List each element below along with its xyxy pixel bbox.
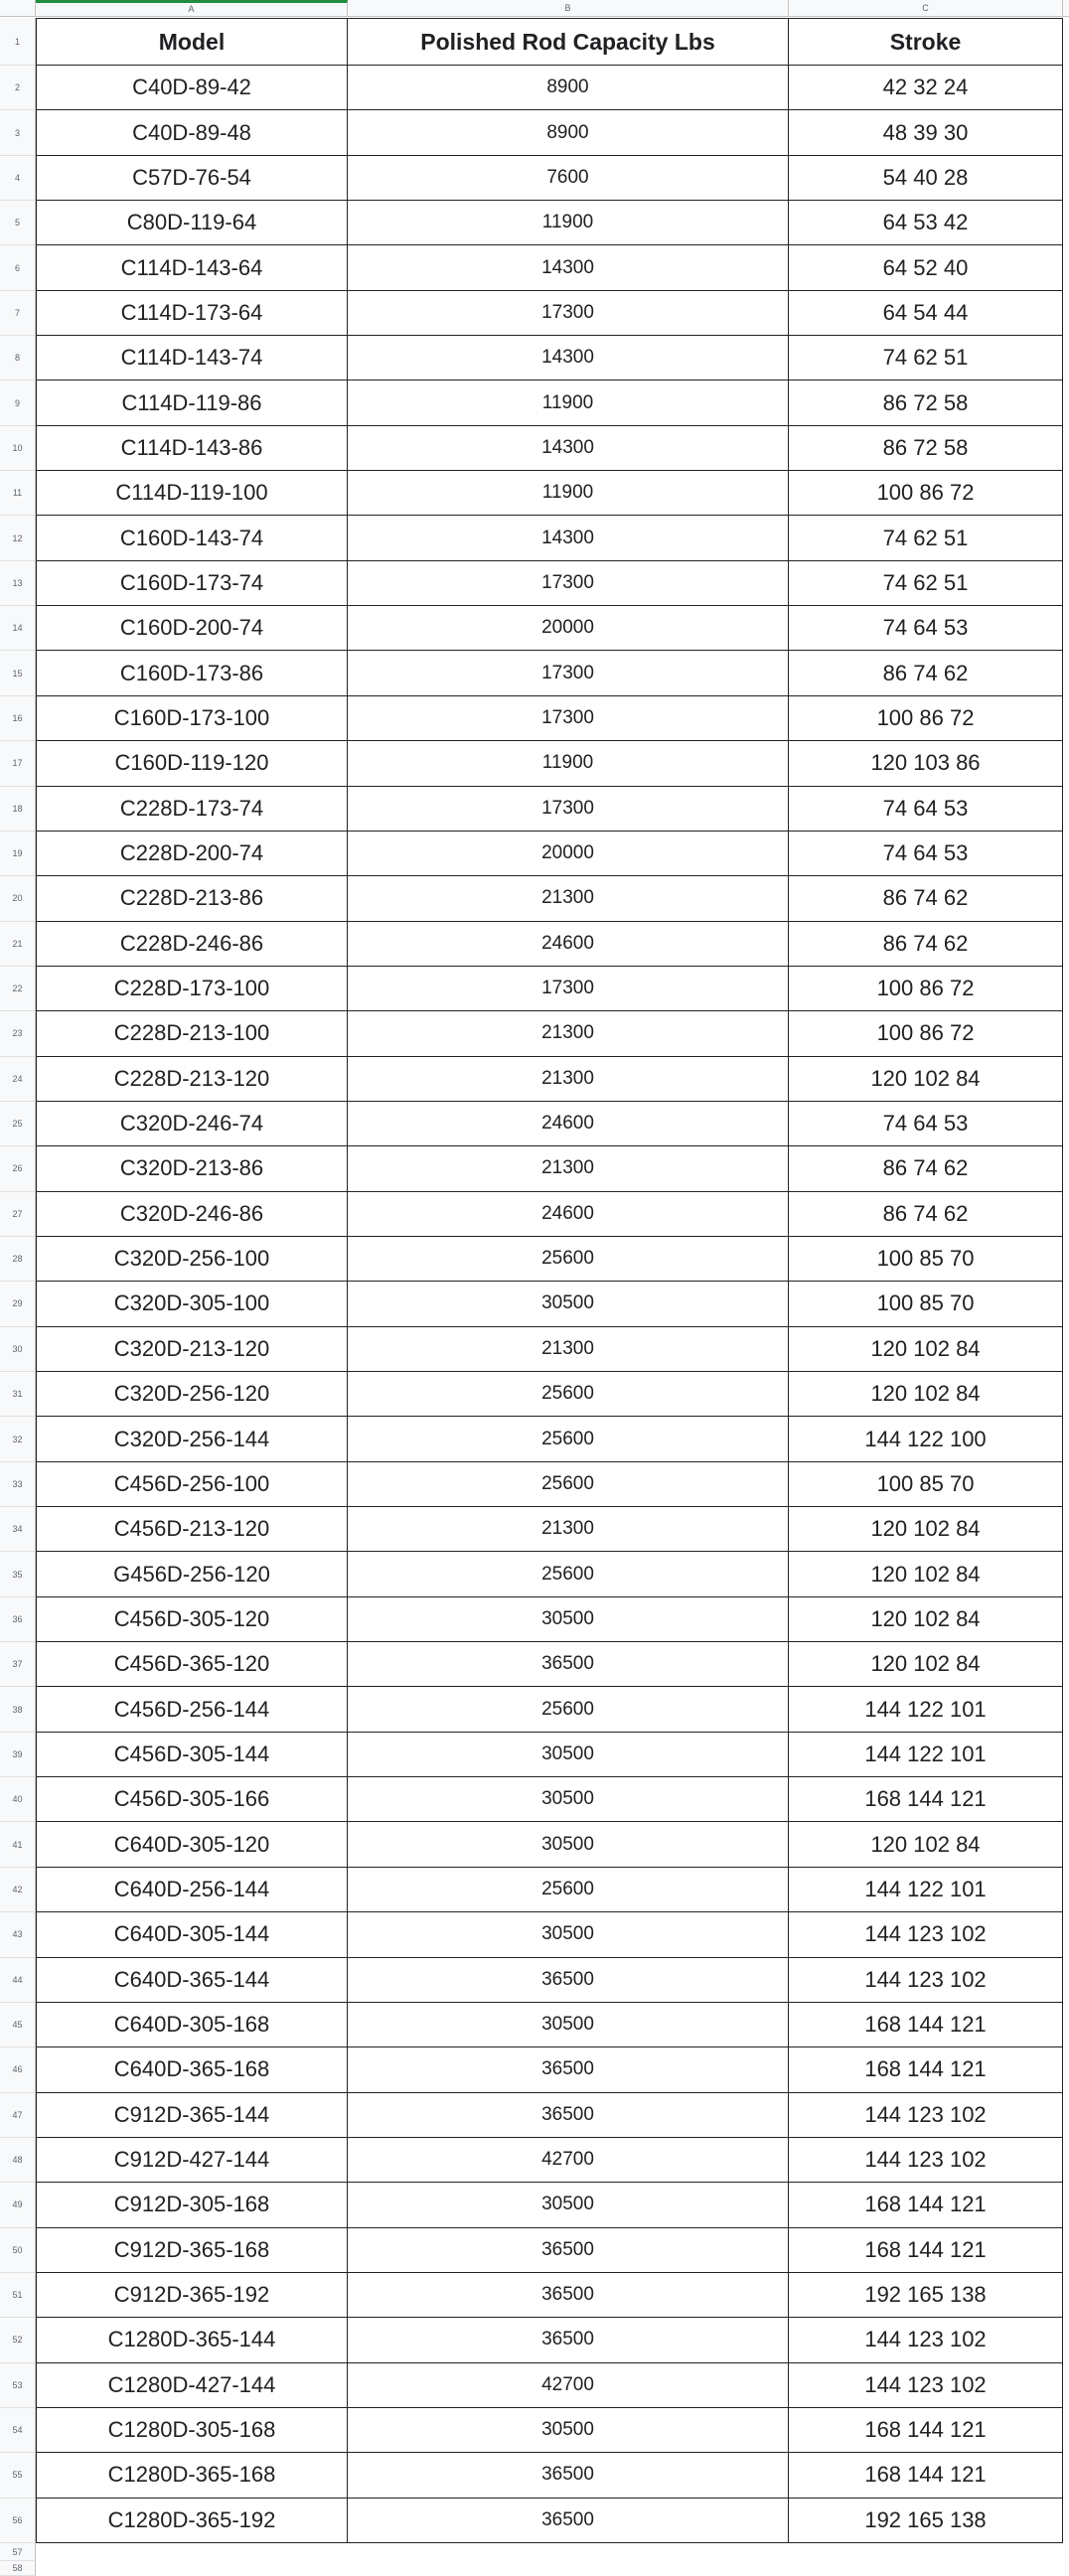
row-header[interactable]: 47 [0,2093,36,2138]
row-header[interactable]: 4 [0,156,36,201]
model-cell[interactable]: C1280D-365-192 [36,2499,348,2543]
row-header[interactable]: 30 [0,1327,36,1372]
row-header[interactable]: 23 [0,1011,36,1056]
model-cell[interactable]: C1280D-427-144 [36,2363,348,2408]
capacity-cell[interactable]: 36500 [348,2093,789,2138]
stroke-cell[interactable]: 48 39 30 [789,110,1063,155]
capacity-cell[interactable]: 36500 [348,2273,789,2318]
capacity-cell[interactable]: 24600 [348,922,789,967]
model-cell[interactable]: C456D-256-100 [36,1462,348,1507]
model-cell[interactable]: C320D-213-120 [36,1327,348,1372]
model-cell[interactable]: C320D-213-86 [36,1146,348,1191]
model-cell[interactable]: C912D-427-144 [36,2138,348,2183]
model-cell[interactable]: C320D-256-120 [36,1372,348,1417]
model-cell[interactable]: C456D-213-120 [36,1507,348,1552]
column-header-bar [0,0,1069,17]
capacity-cell[interactable]: 25600 [348,1868,789,1912]
header-model-cell[interactable]: Model [36,18,348,66]
row-header[interactable]: 49 [0,2183,36,2227]
row-header[interactable]: 40 [0,1777,36,1822]
capacity-cell[interactable]: 30500 [348,1777,789,1822]
stroke-cell[interactable]: 192 165 138 [789,2273,1063,2318]
row-header[interactable]: 36 [0,1597,36,1642]
capacity-cell[interactable]: 17300 [348,651,789,695]
stroke-cell[interactable]: 54 40 28 [789,156,1063,201]
capacity-cell[interactable]: 30500 [348,2183,789,2227]
stroke-cell[interactable]: 144 122 101 [789,1733,1063,1777]
stroke-cell[interactable]: 100 86 72 [789,1011,1063,1056]
row-header[interactable]: 14 [0,606,36,651]
stroke-cell[interactable]: 144 122 101 [789,1868,1063,1912]
stroke-cell[interactable]: 144 123 102 [789,2318,1063,2362]
capacity-cell[interactable]: 7600 [348,156,789,201]
model-cell[interactable]: C160D-173-100 [36,696,348,741]
stroke-cell[interactable]: 120 102 84 [789,1642,1063,1687]
capacity-cell[interactable]: 20000 [348,832,789,876]
model-cell[interactable]: C640D-305-120 [36,1822,348,1867]
stroke-cell[interactable]: 144 123 102 [789,2093,1063,2138]
capacity-cell[interactable]: 11900 [348,471,789,516]
stroke-cell[interactable]: 120 103 86 [789,741,1063,786]
model-cell[interactable]: C160D-200-74 [36,606,348,651]
row-header[interactable]: 50 [0,2228,36,2273]
capacity-cell[interactable]: 25600 [348,1552,789,1596]
row-header[interactable]: 28 [0,1237,36,1282]
model-cell[interactable]: C40D-89-42 [36,66,348,110]
column-header-a[interactable]: A [36,0,348,16]
row-header[interactable]: 37 [0,1642,36,1687]
model-cell[interactable]: C80D-119-64 [36,201,348,245]
model-cell[interactable]: C1280D-365-168 [36,2453,348,2498]
row-header[interactable]: 20 [0,876,36,921]
column-header-b[interactable]: B [348,0,789,16]
stroke-cell[interactable]: 64 54 44 [789,291,1063,336]
stroke-cell[interactable]: 120 102 84 [789,1597,1063,1642]
row-header[interactable]: 26 [0,1146,36,1191]
capacity-cell[interactable]: 8900 [348,66,789,110]
row-header[interactable]: 43 [0,1912,36,1957]
stroke-cell[interactable]: 192 165 138 [789,2499,1063,2543]
row-header[interactable]: 17 [0,741,36,786]
stroke-cell[interactable]: 100 86 72 [789,471,1063,516]
row-header[interactable]: 31 [0,1372,36,1417]
capacity-cell[interactable]: 36500 [348,2318,789,2362]
capacity-cell[interactable]: 17300 [348,561,789,606]
stroke-cell[interactable]: 74 62 51 [789,336,1063,380]
model-cell[interactable]: C228D-200-74 [36,832,348,876]
capacity-cell[interactable]: 21300 [348,1146,789,1191]
row-header[interactable]: 53 [0,2363,36,2408]
row-header[interactable]: 25 [0,1102,36,1146]
capacity-cell[interactable]: 36500 [348,2047,789,2092]
model-cell[interactable]: C228D-213-100 [36,1011,348,1056]
row-header[interactable]: 41 [0,1822,36,1867]
column-header-c[interactable]: C [789,0,1063,16]
model-cell[interactable]: C114D-143-86 [36,426,348,471]
stroke-cell[interactable]: 144 122 101 [789,1687,1063,1732]
row-header[interactable]: 8 [0,336,36,380]
capacity-cell[interactable]: 30500 [348,1282,789,1326]
stroke-cell[interactable]: 86 74 62 [789,1192,1063,1237]
stroke-cell[interactable]: 100 85 70 [789,1462,1063,1507]
model-cell[interactable]: C456D-365-120 [36,1642,348,1687]
stroke-cell[interactable]: 168 144 121 [789,2228,1063,2273]
row-header[interactable]: 16 [0,696,36,741]
row-header[interactable]: 33 [0,1462,36,1507]
model-cell[interactable]: C57D-76-54 [36,156,348,201]
model-cell[interactable]: C228D-213-86 [36,876,348,921]
capacity-cell[interactable]: 30500 [348,2003,789,2047]
capacity-cell[interactable]: 17300 [348,787,789,832]
model-cell[interactable]: C640D-305-168 [36,2003,348,2047]
capacity-cell[interactable]: 17300 [348,291,789,336]
row-header[interactable]: 32 [0,1417,36,1461]
model-cell[interactable]: C640D-305-144 [36,1912,348,1957]
row-header[interactable]: 10 [0,426,36,471]
row-header[interactable]: 13 [0,561,36,606]
stroke-cell[interactable]: 86 74 62 [789,922,1063,967]
model-cell[interactable]: C1280D-305-168 [36,2408,348,2453]
capacity-cell[interactable]: 8900 [348,110,789,155]
row-header[interactable]: 52 [0,2318,36,2362]
row-header[interactable]: 22 [0,967,36,1011]
stroke-cell[interactable]: 168 144 121 [789,2453,1063,2498]
capacity-cell[interactable]: 36500 [348,2453,789,2498]
row-header[interactable]: 15 [0,651,36,695]
capacity-cell[interactable]: 30500 [348,1733,789,1777]
row-header[interactable]: 44 [0,1958,36,2003]
capacity-cell[interactable]: 17300 [348,696,789,741]
row-header[interactable]: 27 [0,1192,36,1237]
stroke-cell[interactable]: 74 62 51 [789,516,1063,560]
model-cell[interactable]: C320D-256-144 [36,1417,348,1461]
model-cell[interactable]: C228D-173-74 [36,787,348,832]
model-cell[interactable]: C114D-143-64 [36,245,348,290]
stroke-cell[interactable]: 86 74 62 [789,651,1063,695]
stroke-cell[interactable]: 42 32 24 [789,66,1063,110]
stroke-cell[interactable]: 100 85 70 [789,1237,1063,1282]
capacity-cell[interactable]: 30500 [348,1912,789,1957]
row-header[interactable]: 58 [0,2561,36,2576]
model-cell[interactable]: C320D-305-100 [36,1282,348,1326]
stroke-cell[interactable]: 74 64 53 [789,606,1063,651]
row-header[interactable]: 46 [0,2047,36,2092]
capacity-cell[interactable]: 14300 [348,516,789,560]
model-cell[interactable]: C114D-173-64 [36,291,348,336]
model-cell[interactable]: C114D-119-86 [36,380,348,425]
model-cell[interactable]: C912D-365-168 [36,2228,348,2273]
stroke-cell[interactable]: 86 72 58 [789,426,1063,471]
model-cell[interactable]: C456D-305-144 [36,1733,348,1777]
capacity-cell[interactable]: 14300 [348,336,789,380]
row-header[interactable]: 56 [0,2499,36,2543]
capacity-cell[interactable]: 11900 [348,380,789,425]
model-cell[interactable]: C160D-119-120 [36,741,348,786]
capacity-cell[interactable]: 36500 [348,2499,789,2543]
stroke-cell[interactable]: 168 144 121 [789,2183,1063,2227]
row-header[interactable]: 24 [0,1057,36,1102]
stroke-cell[interactable]: 100 85 70 [789,1282,1063,1326]
row-header[interactable]: 35 [0,1552,36,1596]
model-cell[interactable]: C40D-89-48 [36,110,348,155]
stroke-cell[interactable]: 74 64 53 [789,1102,1063,1146]
row-header[interactable]: 11 [0,471,36,516]
stroke-cell[interactable]: 144 123 102 [789,2138,1063,2183]
capacity-cell[interactable]: 20000 [348,606,789,651]
capacity-cell[interactable]: 11900 [348,201,789,245]
stroke-cell[interactable]: 64 52 40 [789,245,1063,290]
row-header[interactable]: 7 [0,291,36,336]
capacity-cell[interactable]: 36500 [348,2228,789,2273]
row-header[interactable]: 57 [0,2543,36,2561]
model-cell[interactable]: C640D-256-144 [36,1868,348,1912]
row-header[interactable]: 45 [0,2003,36,2047]
row-header[interactable]: 39 [0,1733,36,1777]
stroke-cell[interactable]: 120 102 84 [789,1507,1063,1552]
row-header[interactable]: 54 [0,2408,36,2453]
capacity-cell[interactable]: 21300 [348,1507,789,1552]
stroke-cell[interactable]: 144 123 102 [789,1958,1063,2003]
stroke-cell[interactable]: 74 62 51 [789,561,1063,606]
model-cell[interactable]: C160D-173-86 [36,651,348,695]
capacity-cell[interactable]: 24600 [348,1102,789,1146]
capacity-cell[interactable]: 21300 [348,1327,789,1372]
capacity-cell[interactable]: 25600 [348,1417,789,1461]
row-header[interactable]: 19 [0,832,36,876]
row-header[interactable]: 12 [0,516,36,560]
model-cell[interactable]: C640D-365-144 [36,1958,348,2003]
stroke-cell[interactable]: 120 102 84 [789,1372,1063,1417]
model-cell[interactable]: C160D-143-74 [36,516,348,560]
row-header[interactable]: 18 [0,787,36,832]
row-header[interactable]: 34 [0,1507,36,1552]
row-header[interactable]: 9 [0,380,36,425]
stroke-cell[interactable]: 86 72 58 [789,380,1063,425]
stroke-cell[interactable]: 120 102 84 [789,1552,1063,1596]
stroke-cell[interactable]: 168 144 121 [789,2003,1063,2047]
capacity-cell[interactable]: 17300 [348,967,789,1011]
stroke-cell[interactable]: 120 102 84 [789,1822,1063,1867]
model-cell[interactable]: C456D-305-120 [36,1597,348,1642]
header-capacity-cell[interactable]: Polished Rod Capacity Lbs [348,18,789,66]
model-cell[interactable]: C912D-365-192 [36,2273,348,2318]
stroke-cell[interactable]: 100 86 72 [789,696,1063,741]
row-header[interactable]: 29 [0,1282,36,1326]
model-cell[interactable]: C114D-143-74 [36,336,348,380]
stroke-cell[interactable]: 120 102 84 [789,1327,1063,1372]
model-cell[interactable]: C912D-305-168 [36,2183,348,2227]
capacity-cell[interactable]: 25600 [348,1462,789,1507]
capacity-cell[interactable]: 25600 [348,1237,789,1282]
stroke-cell[interactable]: 168 144 121 [789,2047,1063,2092]
stroke-cell[interactable]: 144 123 102 [789,1912,1063,1957]
model-cell[interactable]: C114D-119-100 [36,471,348,516]
model-cell[interactable]: C228D-173-100 [36,967,348,1011]
stroke-cell[interactable]: 120 102 84 [789,1057,1063,1102]
row-header[interactable]: 48 [0,2138,36,2183]
row-header[interactable]: 2 [0,66,36,110]
header-stroke-cell[interactable]: Stroke [789,18,1063,66]
capacity-cell[interactable]: 36500 [348,1958,789,2003]
row-header[interactable]: 51 [0,2273,36,2318]
capacity-cell[interactable]: 21300 [348,1011,789,1056]
model-cell[interactable]: C1280D-365-144 [36,2318,348,2362]
model-cell[interactable]: C228D-246-86 [36,922,348,967]
stroke-cell[interactable]: 100 86 72 [789,967,1063,1011]
stroke-cell[interactable]: 144 122 100 [789,1417,1063,1461]
capacity-cell[interactable]: 25600 [348,1372,789,1417]
row-header[interactable]: 6 [0,245,36,290]
model-cell[interactable]: G456D-256-120 [36,1552,348,1596]
stroke-cell[interactable]: 144 123 102 [789,2363,1063,2408]
stroke-cell[interactable]: 86 74 62 [789,1146,1063,1191]
select-all-corner[interactable] [0,0,36,16]
capacity-cell[interactable]: 14300 [348,245,789,290]
stroke-cell[interactable]: 168 144 121 [789,2408,1063,2453]
capacity-cell[interactable]: 30500 [348,2408,789,2453]
stroke-cell[interactable]: 64 53 42 [789,201,1063,245]
model-cell[interactable]: C320D-246-74 [36,1102,348,1146]
row-header[interactable]: 42 [0,1868,36,1912]
model-cell[interactable]: C160D-173-74 [36,561,348,606]
capacity-cell[interactable]: 21300 [348,1057,789,1102]
stroke-cell[interactable]: 86 74 62 [789,876,1063,921]
capacity-cell[interactable]: 25600 [348,1687,789,1732]
row-header[interactable]: 5 [0,201,36,245]
model-cell[interactable]: C228D-213-120 [36,1057,348,1102]
row-header[interactable]: 55 [0,2453,36,2498]
capacity-cell[interactable]: 30500 [348,1822,789,1867]
row-header[interactable]: 3 [0,110,36,155]
model-cell[interactable]: C320D-256-100 [36,1237,348,1282]
model-cell[interactable]: C640D-365-168 [36,2047,348,2092]
capacity-cell[interactable]: 21300 [348,876,789,921]
row-header[interactable]: 38 [0,1687,36,1732]
capacity-cell[interactable]: 42700 [348,2138,789,2183]
model-cell[interactable]: C320D-246-86 [36,1192,348,1237]
model-cell[interactable]: C912D-365-144 [36,2093,348,2138]
capacity-cell[interactable]: 24600 [348,1192,789,1237]
model-cell[interactable]: C456D-305-166 [36,1777,348,1822]
capacity-cell[interactable]: 11900 [348,741,789,786]
capacity-cell[interactable]: 36500 [348,1642,789,1687]
capacity-cell[interactable]: 14300 [348,426,789,471]
row-header[interactable]: 1 [0,18,36,66]
stroke-cell[interactable]: 168 144 121 [789,1777,1063,1822]
stroke-cell[interactable]: 74 64 53 [789,787,1063,832]
row-header[interactable]: 21 [0,922,36,967]
capacity-cell[interactable]: 30500 [348,1597,789,1642]
model-cell[interactable]: C456D-256-144 [36,1687,348,1732]
capacity-cell[interactable]: 42700 [348,2363,789,2408]
stroke-cell[interactable]: 74 64 53 [789,832,1063,876]
